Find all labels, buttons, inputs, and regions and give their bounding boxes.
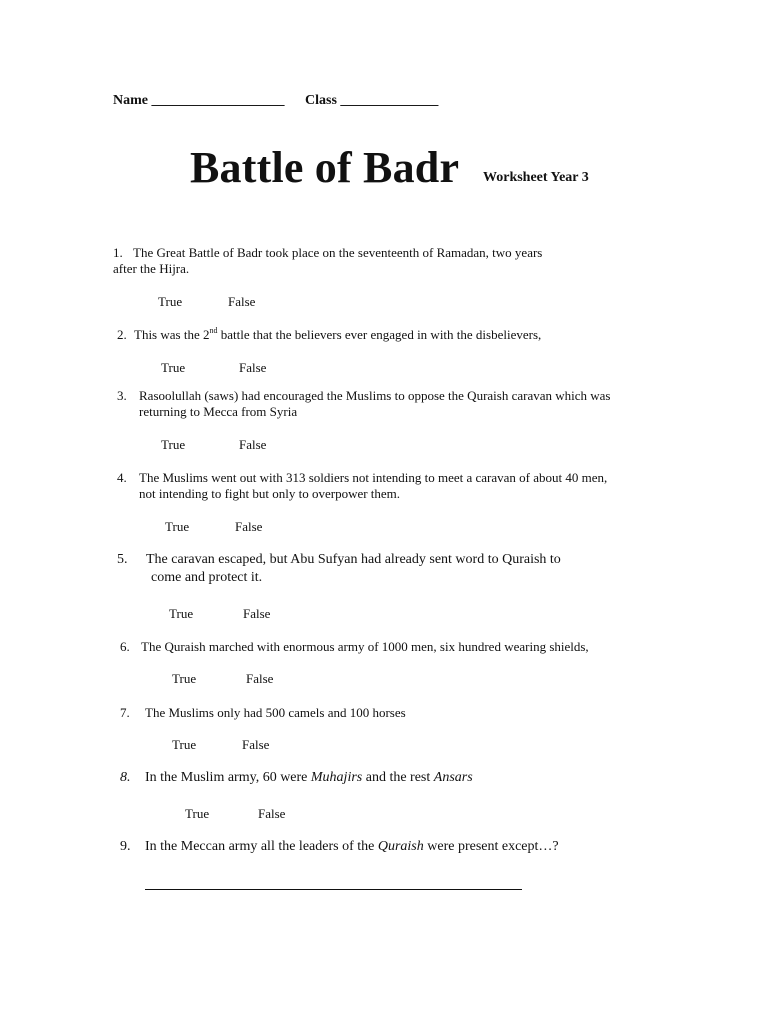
true-option-1[interactable]: True: [158, 294, 183, 309]
true-option-3[interactable]: True: [161, 437, 186, 452]
ordinal-suffix: nd: [209, 326, 218, 335]
question-8: [120, 769, 473, 787]
question-9: [120, 838, 559, 856]
question-3: [117, 388, 611, 420]
false-option-6[interactable]: False: [246, 671, 274, 686]
question-text-continued: after the Hijra.: [113, 261, 190, 276]
question-text-middle: and the rest: [362, 770, 434, 785]
question-text: The Quraish marched with enormous army of 1000 men, six hundred wearing shields,: [141, 639, 589, 654]
question-text-end: were present except…?: [423, 839, 559, 854]
name-field[interactable]: [113, 93, 285, 109]
false-option-5[interactable]: False: [243, 606, 271, 621]
class-field[interactable]: [305, 93, 438, 109]
question-4: [117, 470, 607, 502]
question-text: In the Meccan army all the leaders of the: [145, 839, 378, 854]
question-text: The Great Battle of Badr took place on the seventeenth of Ramadan, two years: [133, 245, 543, 260]
question-text: The Muslims went out with 313 soldiers not intending to meet a caravan of about 40 men,: [139, 470, 608, 485]
question-text: The Muslims only had 500 camels and 100 horses: [145, 705, 406, 720]
false-option-3[interactable]: False: [239, 437, 267, 452]
question-number: 5.: [117, 552, 128, 567]
question-text: This was the 2: [134, 327, 210, 342]
false-option-1[interactable]: False: [228, 294, 256, 309]
question-text: Rasoolullah (saws) had encouraged the Muslims to oppose the Quraish caravan which was: [139, 388, 611, 403]
true-option-7[interactable]: True: [172, 737, 197, 752]
question-text-continued: not intending to fight but only to overpower them.: [139, 486, 401, 501]
question-text-continued: returning to Mecca from Syria: [139, 404, 298, 419]
question-text: In the Muslim army, 60 were: [145, 770, 311, 785]
true-option-8[interactable]: True: [185, 806, 210, 821]
term-ansars: Ansars: [433, 770, 473, 785]
false-option-7[interactable]: False: [242, 737, 270, 752]
question-number: 8.: [120, 770, 131, 785]
false-option-8[interactable]: False: [258, 806, 286, 821]
true-option-5[interactable]: True: [169, 606, 194, 621]
term-muhajirs: Muhajirs: [310, 770, 363, 785]
question-6: [120, 639, 589, 655]
true-option-6[interactable]: True: [172, 671, 197, 686]
question-number: 9.: [120, 839, 131, 854]
true-option-4[interactable]: True: [165, 519, 190, 534]
question-number: 1.: [113, 245, 123, 260]
class-blank[interactable]: ______________: [340, 93, 439, 108]
question-text-continued: come and protect it.: [151, 570, 263, 585]
false-option-4[interactable]: False: [235, 519, 263, 534]
question-text-rest: battle that the believers ever engaged in with the disbelievers,: [217, 327, 542, 342]
question-text: The caravan escaped, but Abu Sufyan had already sent word to Quraish to: [146, 552, 561, 567]
question-number: 7.: [120, 705, 130, 720]
name-blank[interactable]: ___________________: [151, 93, 285, 108]
true-option-2[interactable]: True: [161, 360, 186, 375]
name-label: Name: [113, 93, 148, 108]
question-number: 4.: [117, 470, 127, 485]
false-option-2[interactable]: False: [239, 360, 267, 375]
question-number: 6.: [120, 639, 130, 654]
question-1: [113, 245, 542, 277]
term-quraish: Quraish: [377, 839, 424, 854]
question-7: [120, 705, 406, 721]
question-number: 2.: [117, 327, 127, 342]
question-5: [117, 551, 561, 587]
page-title: Battle of Badr: [190, 143, 460, 192]
question-number: 3.: [117, 388, 127, 403]
class-label: Class: [305, 93, 337, 108]
answer-line[interactable]: [145, 889, 522, 890]
question-2: [117, 327, 541, 343]
page-subtitle: Worksheet Year 3: [483, 170, 589, 185]
